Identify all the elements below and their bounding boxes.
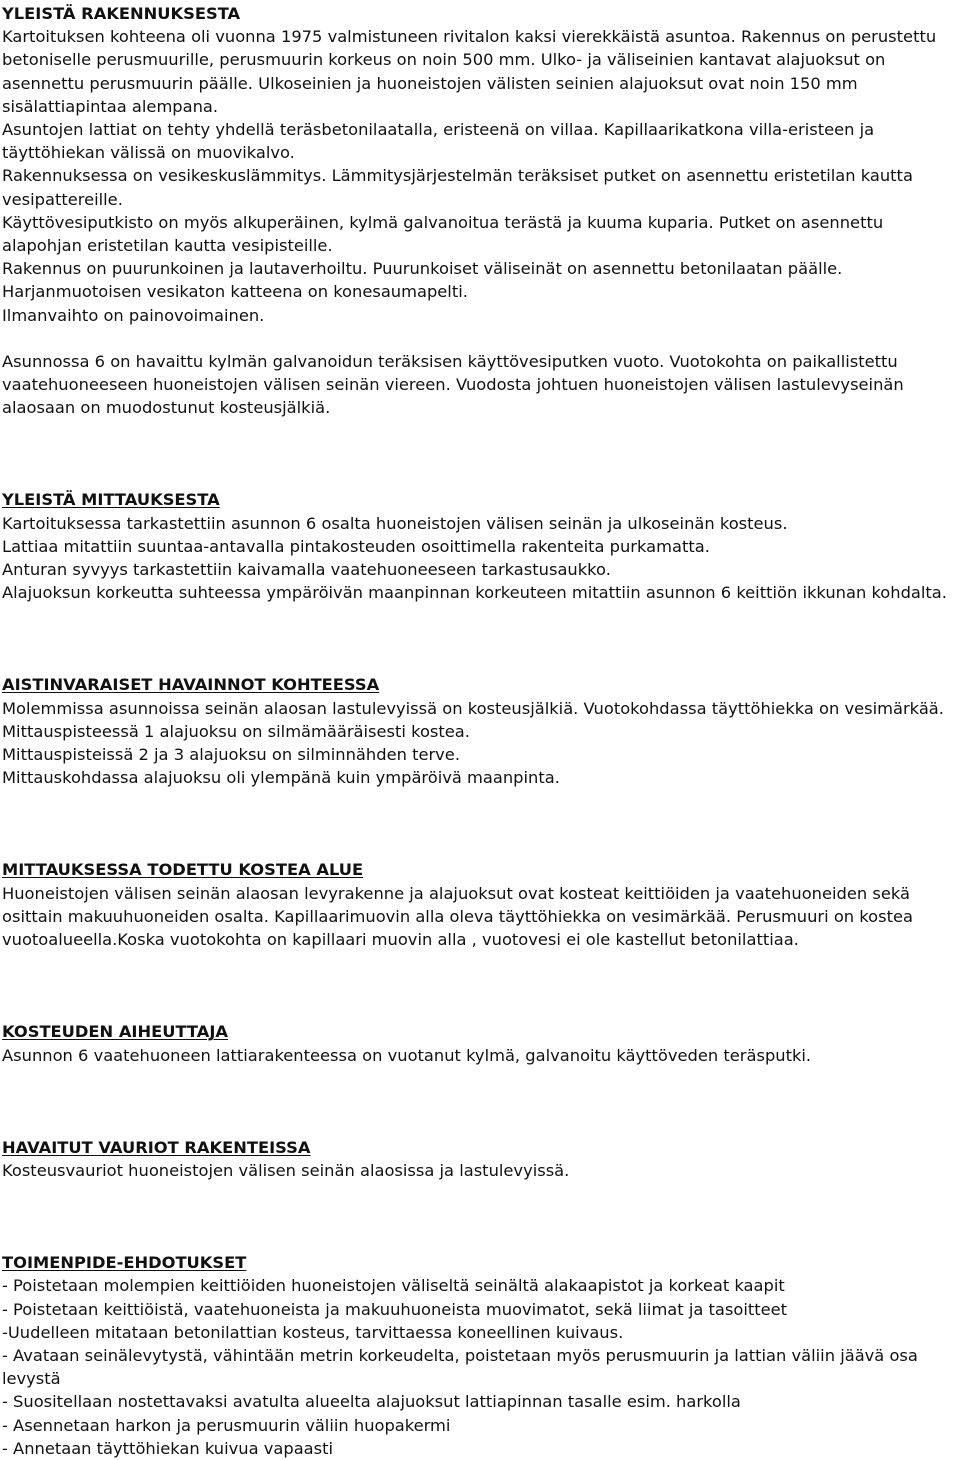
paragraph: Kartoituksessa tarkastettiin asunnon 6 osalta huoneistojen välisen seinän ja ulkoseinän kosteus. [2, 513, 788, 533]
section-heading: TOIMENPIDE-EHDOTUKSET [2, 1253, 247, 1273]
list-item: - Avataan seinälevytystä, vähintään metrin korkeudelta, poistetaan myös perusmuurin ja lattian väliin jäävä osa levystä [2, 1345, 918, 1389]
paragraph: Rakennuksessa on vesikeskuslämmitys. Lämmitysjärjestelmän teräksiset putket on asennettu eristetilan kautta vesipattereille. [2, 166, 913, 209]
spacer [2, 1067, 958, 1136]
list-item: - Suositellaan nostettavaksi avatulta alueelta alajuoksut lattiapinnan tasalle esim. harkolla [2, 1392, 741, 1412]
spacer [2, 327, 958, 350]
paragraph: Käyttövesiputkisto on myös alkuperäinen, kylmä galvanoitua terästä ja kuuma kuparia. Putket on asennettu alapohjan eristetilan kautta vesipisteille. [2, 212, 884, 256]
section-heading: YLEISTÄ RAKENNUKSESTA [2, 4, 241, 23]
paragraph: Kosteusvauriot huoneistojen välisen seinän alaosissa ja lastulevyissä. [2, 1160, 570, 1180]
section-yleista-mittauksesta [2, 488, 958, 604]
section-kosteuden-aiheuttaja [2, 1020, 958, 1066]
section-mittauksessa-todettu-kostea-alue [2, 858, 958, 951]
paragraph: Anturan syvyys tarkastettiin kaivamalla vaatehuoneeseen tarkastusaukko. [2, 560, 611, 580]
spacer [2, 419, 958, 488]
paragraph: Kartoituksen kohteena oli vuonna 1975 valmistuneen rivitalon kaksi vierekkäistä asuntoa. Rakennus on perustettu betoniselle perusmuurille, perusmuurin korkeus on noin 500 mm. Ulko- ja väliseinien kantavat alajuoksut on asennettu perusmuurin päälle. Ulkoseinien ja huoneistojen välisten seinien alajuoksut ovat noin 150 mm sisälattiapintaa alempana. [2, 27, 937, 116]
list-item: - Annetaan täyttöhiekan kuivua vapaasti [2, 1438, 334, 1458]
spacer [2, 789, 958, 858]
paragraph: Alajuoksun korkeutta suhteessa ympäröivän maanpinnan korkeuteen mitattiin asunnon 6 keittiön ikkunan kohdalta. [2, 583, 947, 603]
paragraph: Mittauspisteissä 2 ja 3 alajuoksu on silminnähden terve. [2, 745, 460, 765]
paragraph: Molemmissa asunnoissa seinän alaosan lastulevyissä on kosteusjälkiä. Vuotokohdassa täyttöhiekka on vesimärkää. Mittauspisteessä 1 alajuoksu on silmämääräisesti kostea. [2, 698, 944, 741]
paragraph: Mittauskohdassa alajuoksu oli ylempänä kuin ympäröivä maanpinta. [2, 768, 560, 788]
paragraph: Huoneistojen välisen seinän alaosan levyrakenne ja alajuoksut ovat kosteat keittiöiden ja vaatehuoneiden sekä osittain makuuhuoneiden osalta. Kapillaarimuovin alla oleva täyttöhiekka on vesimärkää. Perusmuuri on kostea vuotoalueella.Koska vuotokohta on kapillaari muovin alla , vuotovesi ei ole kastellut betonilattiaa. [2, 883, 913, 950]
document-page [2, 2, 958, 1460]
list-item: - Poistetaan molempien keittiöiden huoneistojen väliseltä seinältä alakaapistot ja korkeat kaapit [2, 1276, 785, 1296]
section-heading: MITTAUKSESSA TODETTU KOSTEA ALUE [2, 860, 364, 880]
section-heading: KOSTEUDEN AIHEUTTAJA [2, 1022, 229, 1042]
list-item: -Uudelleen mitataan betonilattian kosteus, tarvittaessa koneellinen kuivaus. [2, 1322, 624, 1342]
paragraph: Lattiaa mitattiin suuntaa-antavalla pintakosteuden osoittimella rakenteita purkamatta. [2, 536, 710, 556]
list-item: - Poistetaan keittiöistä, vaatehuoneista ja makuuhuoneista muovimatot, sekä liimat ja tasoitteet [2, 1299, 788, 1319]
section-heading: HAVAITUT VAURIOT RAKENTEISSA [2, 1137, 311, 1157]
section-yleista-rakennuksesta [2, 2, 958, 419]
spacer [2, 951, 958, 1020]
list-item: - Asennetaan harkon ja perusmuurin väliin huopakermi [2, 1415, 451, 1435]
spacer [2, 604, 958, 673]
section-heading: AISTINVARAISET HAVAINNOT KOHTEESSA [2, 675, 380, 695]
spacer [2, 1182, 958, 1251]
section-toimenpide-ehdotukset [2, 1251, 958, 1460]
paragraph: Asuntojen lattiat on tehty yhdellä teräsbetonilaatalla, eristeenä on villaa. Kapillaarikatkona villa-eristeen ja täyttöhiekan välissä on muovikalvo. [2, 120, 875, 163]
section-aistinvaraiset-havainnot [2, 673, 958, 789]
action-list [2, 1274, 958, 1460]
section-heading: YLEISTÄ MITTAUKSESTA [2, 490, 220, 510]
section-havaitut-vauriot [2, 1136, 958, 1182]
paragraph: Rakennus on puurunkoinen ja lautaverhoiltu. Puurunkoiset väliseinät on asennettu betonilaatan päälle. Harjanmuotoisen vesikaton katteena on konesaumapelti. [2, 259, 843, 302]
paragraph: Asunnon 6 vaatehuoneen lattiarakenteessa on vuotanut kylmä, galvanoitu käyttöveden teräsputki. [2, 1045, 812, 1065]
paragraph: Asunnossa 6 on havaittu kylmän galvanoidun teräksisen käyttövesiputken vuoto. Vuotokohta on paikallistettu vaatehuoneeseen huoneistojen välisen seinän viereen. Vuodosta johtuen huoneistojen välisen lastulevyseinän alaosaan on muodostunut kosteusjälkiä. [2, 351, 904, 418]
paragraph: Ilmanvaihto on painovoimainen. [2, 305, 265, 325]
